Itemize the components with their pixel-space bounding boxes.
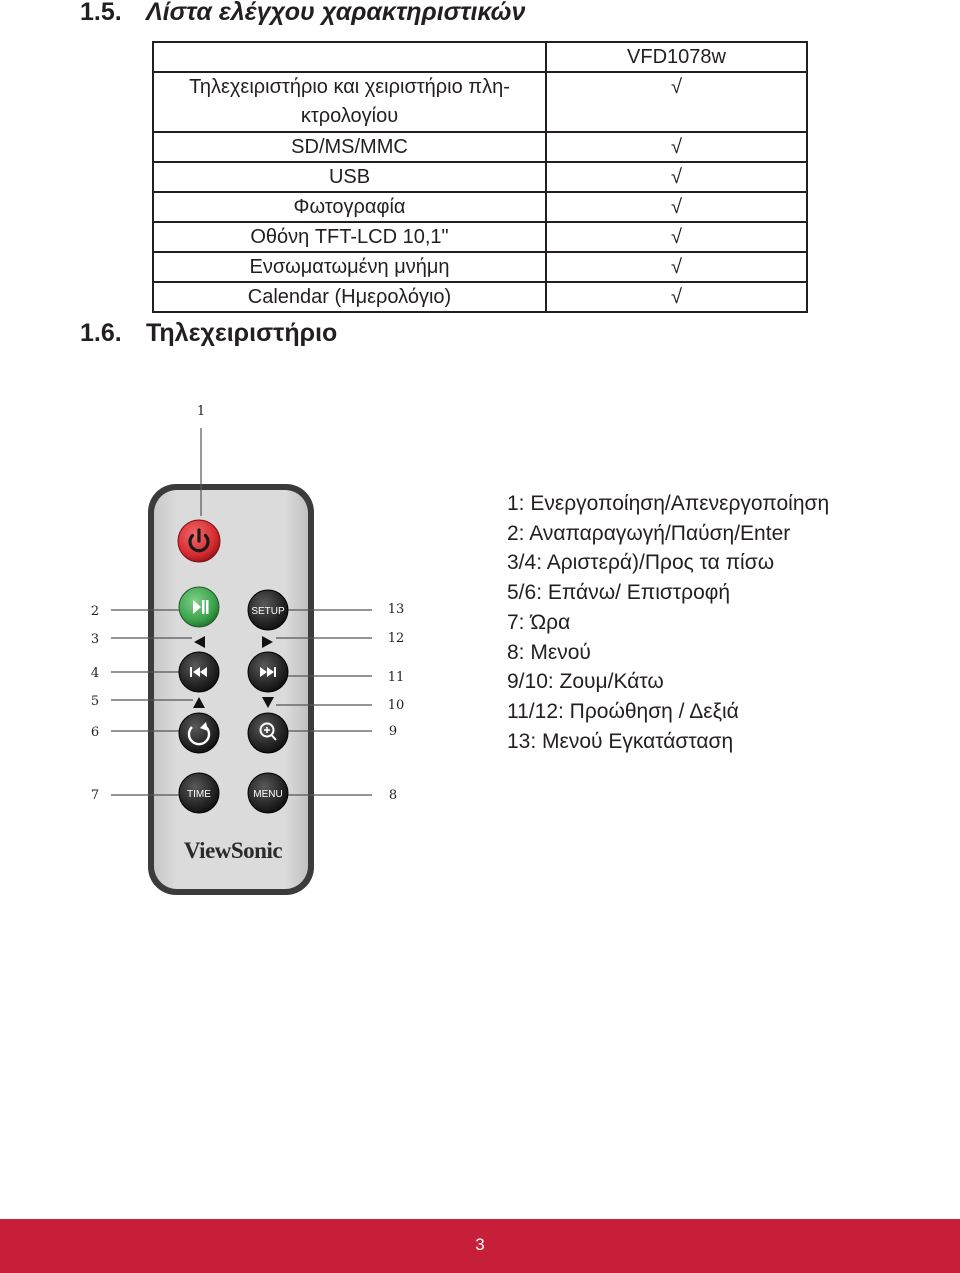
table-header-model: VFD1078w [546, 42, 807, 72]
feature-cell: Calendar (Ημερολόγιο) [153, 282, 546, 312]
remote-face [154, 490, 308, 889]
remote-button-legend [507, 489, 829, 756]
section-number: 1.5. [80, 0, 122, 26]
callout-9: 9 [388, 724, 398, 739]
feature-label: Τηλεχειριστήριο και χειριστήριο πλη- κτρολογίου [189, 76, 510, 127]
check-cell: √ [546, 192, 807, 222]
check-cell: √ [546, 162, 807, 192]
section-title: Λίστα ελέγχου χαρακτηριστικών [146, 0, 526, 26]
power-button[interactable] [178, 520, 220, 562]
check-cell: √ [546, 282, 807, 312]
play-pause-button[interactable] [179, 587, 219, 627]
callout-12: 12 [387, 631, 405, 646]
return-button[interactable] [179, 713, 219, 753]
section-title: Τηλεχειριστήριο [146, 319, 338, 347]
legend-item: 13: Μενού Εγκατάσταση [507, 729, 734, 753]
zoom-button[interactable] [248, 713, 288, 753]
feature-cell: Φωτογραφία [153, 192, 546, 222]
page-footer [0, 1219, 960, 1273]
callout-13: 13 [387, 602, 405, 617]
callout-4: 4 [90, 666, 100, 681]
brand-logo: ViewSonic [183, 838, 283, 863]
legend-item: 1: Ενεργοποίηση/Απενεργοποίηση [507, 492, 830, 515]
setup-label: SETUP [251, 606, 285, 617]
callout-7: 7 [90, 788, 100, 803]
time-button[interactable] [179, 773, 219, 813]
setup-button[interactable] [248, 590, 288, 630]
callout-1: 1 [196, 404, 206, 419]
fast-forward-button[interactable] [248, 652, 288, 692]
menu-button[interactable] [248, 773, 288, 813]
legend-item: 8: Μενού [507, 640, 591, 664]
callout-6: 6 [90, 725, 100, 740]
feature-cell: Ενσωματωμένη μνήμη [153, 252, 546, 282]
callout-5: 5 [90, 694, 100, 709]
legend-item: 5/6: Επάνω/ Επιστροφή [507, 581, 731, 605]
time-label: TIME [187, 789, 211, 800]
page-number: 3 [475, 1235, 485, 1254]
menu-label: MENU [253, 789, 283, 800]
rewind-button[interactable] [179, 652, 219, 692]
feature-cell: Οθόνη TFT-LCD 10,1" [153, 222, 546, 252]
check-cell: √ [546, 252, 807, 282]
check-cell: √ [546, 222, 807, 252]
legend-item: 7: Ώρα [507, 610, 571, 634]
feature-cell: SD/MS/MMC [153, 132, 546, 162]
feature-cell: USB [153, 162, 546, 192]
callout-3: 3 [90, 632, 100, 647]
section-number: 1.6. [80, 319, 122, 347]
legend-item: 11/12: Προώθηση / Δεξιά [507, 699, 739, 723]
legend-item: 3/4: Αριστερά)/Προς τα πίσω [507, 551, 775, 575]
legend-item: 2: Αναπαραγωγή/Παύση/Enter [507, 521, 791, 545]
legend-item: 9/10: Ζουμ/Κάτω [507, 670, 664, 694]
callout-8: 8 [388, 788, 398, 803]
callout-11: 11 [387, 670, 405, 685]
check-cell: √ [546, 132, 807, 162]
check-cell: √ [546, 72, 807, 132]
callout-10: 10 [387, 698, 405, 713]
callout-2: 2 [90, 604, 100, 619]
